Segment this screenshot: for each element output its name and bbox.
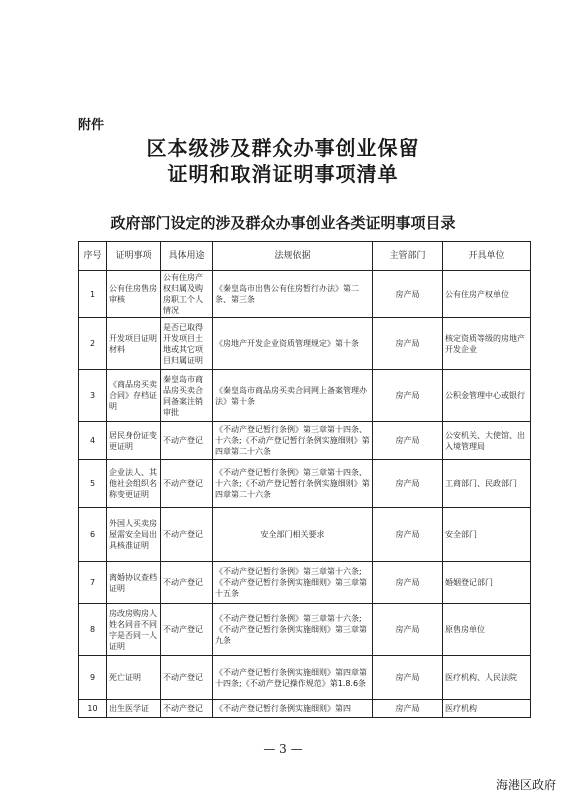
document-title-line2: 证明和取消证明事项清单 — [167, 162, 399, 186]
row-basis: 《不动产登记暂行条例》第三章第十六条;《不动产登记暂行条例实施细则》第三章第十五条 — [213, 562, 373, 604]
row-dept: 房产局 — [373, 422, 443, 460]
row-use: 是否已取得开发项目土地或其它项目归属证明 — [161, 318, 213, 370]
row-basis: 《秦皇岛市商品房买卖合同网上备案管理办法》第十条 — [213, 370, 373, 422]
header-basis: 法规依据 — [213, 242, 373, 271]
table-row — [79, 422, 531, 460]
row-dept: 房产局 — [373, 460, 443, 508]
row-issuer: 医疗机构、人民法院 — [443, 656, 531, 700]
row-issuer: 婚姻登记部门 — [443, 562, 531, 604]
header-use: 具体用途 — [161, 242, 213, 271]
row-use: 不动产登记 — [161, 604, 213, 656]
row-issuer: 工商部门、民政部门 — [443, 460, 531, 508]
row-basis: 《秦皇岛市出售公有住房暂行办法》第二条、第三条 — [213, 271, 373, 318]
row-item: 开发项目证明材料 — [107, 318, 161, 370]
row-no: 2 — [79, 318, 107, 370]
row-issuer: 安全部门 — [443, 508, 531, 562]
row-no: 3 — [79, 370, 107, 422]
table-row — [79, 562, 531, 604]
row-no: 10 — [79, 700, 107, 718]
table-row — [79, 370, 531, 422]
table-row — [79, 271, 531, 318]
row-basis: 《不动产登记暂行条例》第三章第十四条、十六条;《不动产登记暂行条例实施细则》第四章第二十六条 — [213, 422, 373, 460]
row-no: 8 — [79, 604, 107, 656]
row-dept: 房产局 — [373, 271, 443, 318]
row-item: 企业法人、其他社会组织名称变更证明 — [107, 460, 161, 508]
header-issuer: 开具单位 — [443, 242, 531, 271]
row-basis: 《不动产登记暂行条例实施细则》第四章第十四条;《不动产登记操作规范》第1.8.6条 — [213, 656, 373, 700]
row-no: 9 — [79, 656, 107, 700]
row-item: 公有住房售房审核 — [107, 271, 161, 318]
row-no: 6 — [79, 508, 107, 562]
row-no: 4 — [79, 422, 107, 460]
row-no: 7 — [79, 562, 107, 604]
row-issuer: 公有住房产权单位 — [443, 271, 531, 318]
row-use: 不动产登记 — [161, 562, 213, 604]
row-item: 房改房购房人姓名同音不同字是否同一人证明 — [107, 604, 161, 656]
row-use: 不动产登记 — [161, 460, 213, 508]
row-item: 死亡证明 — [107, 656, 161, 700]
table-row — [79, 460, 531, 508]
table-row — [79, 318, 531, 370]
row-use: 不动产登记 — [161, 422, 213, 460]
row-issuer: 核定资质等级的房地产开发企业 — [443, 318, 531, 370]
certificate-table — [78, 241, 531, 718]
table-row — [79, 700, 531, 718]
page-number: — 3 — — [263, 742, 303, 756]
row-use: 不动产登记 — [161, 508, 213, 562]
table-row — [79, 604, 531, 656]
row-no: 5 — [79, 460, 107, 508]
row-basis: 安全部门相关要求 — [213, 508, 373, 562]
row-issuer: 公积金管理中心或银行 — [443, 370, 531, 422]
row-use: 不动产登记 — [161, 700, 213, 718]
row-dept: 房产局 — [373, 318, 443, 370]
row-basis: 《不动产登记暂行条例》第三章第十四条、十六条;《不动产登记暂行条例实施细则》第四章第二十六条 — [213, 460, 373, 508]
row-issuer: 公安机关、大使馆、出入境管理局 — [443, 422, 531, 460]
row-item: 《商品房买卖合同》存档证明 — [107, 370, 161, 422]
table-header-row — [79, 242, 531, 271]
attachment-label: 附件 — [78, 118, 105, 133]
row-basis: 《不动产登记暂行条例实施细则》第四 — [213, 700, 373, 718]
row-item: 居民身份证变更证明 — [107, 422, 161, 460]
row-dept: 房产局 — [373, 562, 443, 604]
row-dept: 房产局 — [373, 700, 443, 718]
row-dept: 房产局 — [373, 604, 443, 656]
row-dept: 房产局 — [373, 370, 443, 422]
row-dept: 房产局 — [373, 508, 443, 562]
row-issuer: 医疗机构 — [443, 700, 531, 718]
row-no: 1 — [79, 271, 107, 318]
table-row — [79, 656, 531, 700]
row-basis: 《房地产开发企业资质管理规定》第十条 — [213, 318, 373, 370]
row-use: 公有住房产权归属及购房职工个人情况 — [161, 271, 213, 318]
row-issuer: 原售房单位 — [443, 604, 531, 656]
header-dept: 主管部门 — [373, 242, 443, 271]
row-use: 秦皇岛市商品房买卖合同备案注销审批 — [161, 370, 213, 422]
row-basis: 《不动产登记暂行条例》第三章第十六条;《不动产登记暂行条例实施细则》第三章第九条 — [213, 604, 373, 656]
row-item: 外国人买卖房屋需安全局出具核准证明 — [107, 508, 161, 562]
header-item: 证明事项 — [107, 242, 161, 271]
document-title-line1: 区本级涉及群众办事创业保留 — [146, 136, 420, 160]
row-item: 出生医学证 — [107, 700, 161, 718]
header-no: 序号 — [79, 242, 107, 271]
row-dept: 房产局 — [373, 656, 443, 700]
watermark-text: 海港区政府 — [495, 778, 556, 792]
table-row — [79, 508, 531, 562]
row-item: 离婚协议查档证明 — [107, 562, 161, 604]
table-subtitle: 政府部门设定的涉及群众办事创业各类证明事项目录 — [110, 214, 456, 232]
row-use: 不动产登记 — [161, 656, 213, 700]
